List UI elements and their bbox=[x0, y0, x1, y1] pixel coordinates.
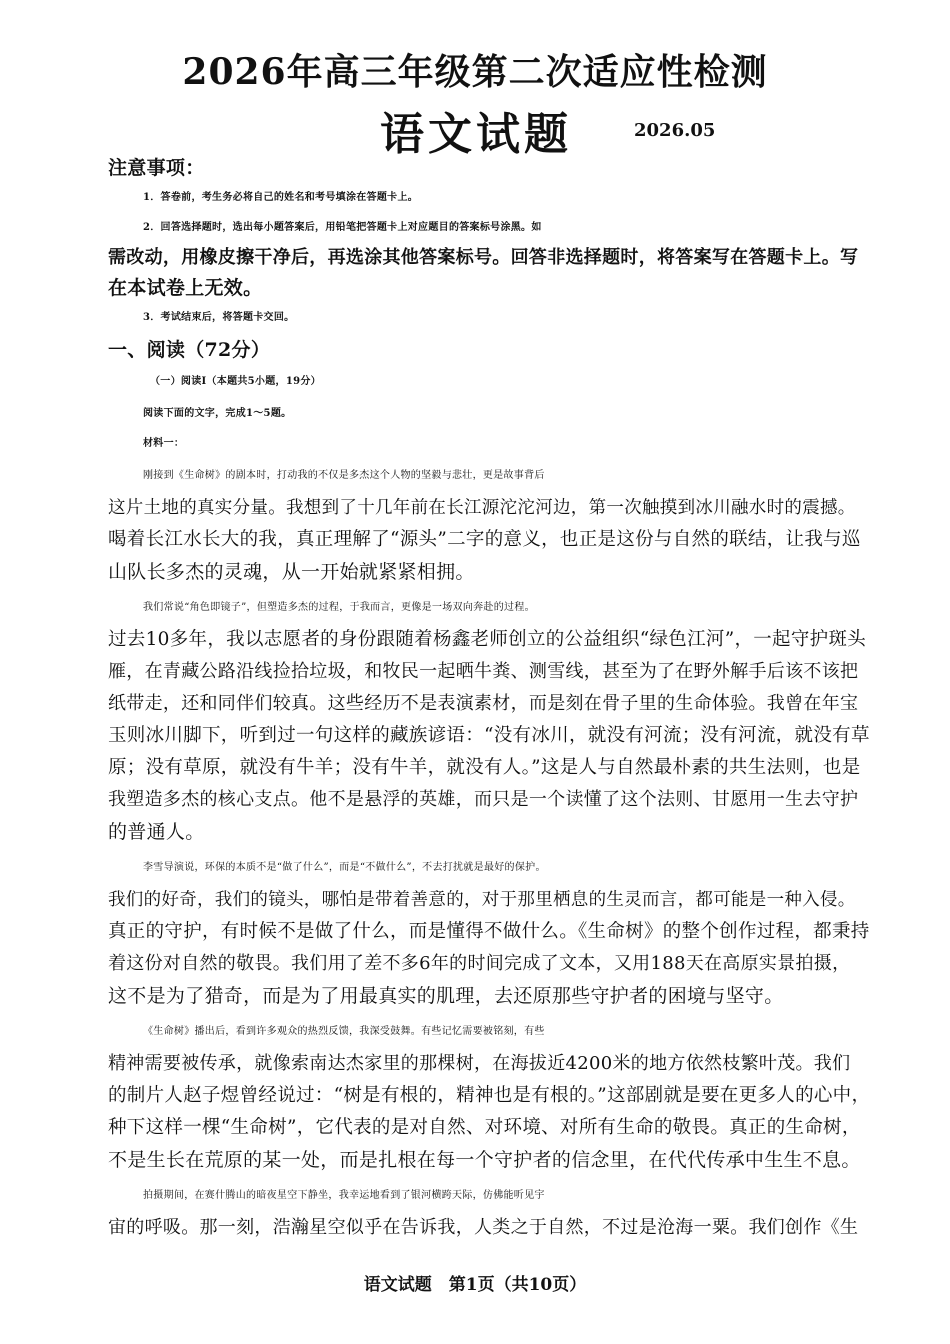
material-label: 材料一： bbox=[143, 438, 185, 449]
body-line: 宙的呼吸。那一刻，浩瀚星空似乎在告诉我，人类之于自然，不过是沧海一粟。我们创作《生 bbox=[108, 1217, 859, 1238]
exam-date: 2026.05 bbox=[634, 120, 716, 141]
body-line: 拍摄期间，在赛什腾山的暗夜星空下静坐，我幸运地看到了银河横跨天际，仿佛能听见宇 bbox=[143, 1190, 545, 1201]
body-line: 雁，在青藏公路沿线捡拾垃圾，和牧民一起晒牛粪、测雪线，甚至为了在野外解手后该不该把 bbox=[108, 661, 859, 682]
body-line: 刚接到《生命树》的剧本时，打动我的不仅是多杰这个人物的坚毅与悲壮，更是故事背后 bbox=[143, 470, 545, 481]
part-heading: （一）阅读I（本题共5小题，19分） bbox=[150, 376, 321, 387]
exam-title: 2026年高三年级第二次适应性检测 bbox=[182, 51, 768, 93]
notice-heading: 注意事项： bbox=[108, 157, 205, 179]
notice-item: 3．考试结束后，将答题卡交回。 bbox=[143, 312, 295, 323]
notice-item: 1．答卷前，考生务必将自己的姓名和考号填涂在答题卡上。 bbox=[143, 192, 419, 203]
body-line: 着这份对自然的敬畏。我们用了差不多6年的时间完成了文本，又用188天在高原实景拍摄， bbox=[108, 953, 851, 974]
section-heading: 一、阅读（72分） bbox=[108, 339, 271, 361]
notice-item: 在本试卷上无效。 bbox=[108, 277, 263, 299]
instruction: 阅读下面的文字，完成1～5题。 bbox=[143, 408, 292, 419]
body-line: 真正的守护，有时候不是做了什么，而是懂得不做什么。《生命树》的整个创作过程，都秉持 bbox=[108, 921, 870, 942]
body-line: 种下这样一棵“生命树”，它代表的是对自然、对环境、对所有生命的敬畏。真正的生命树， bbox=[108, 1117, 861, 1138]
body-line: 原；没有草原，就没有牛羊；没有牛羊，就没有人。”这是人与自然最朴素的共生法则，也是 bbox=[108, 757, 861, 778]
body-line: 我塑造多杰的核心支点。他不是悬浮的英雄，而只是一个读懂了这个法则、甘愿用一生去守护 bbox=[108, 789, 859, 810]
body-line: 山队长多杰的灵魂，从一开始就紧紧相拥。 bbox=[108, 561, 475, 583]
body-line: 我们常说“角色即镜子”，但塑造多杰的过程，于我而言，更像是一场双向奔赴的过程。 bbox=[143, 602, 535, 613]
body-line: 玉则冰川脚下，听到过一句这样的藏族谚语：“没有冰川，就没有河流；没有河流，就没有草 bbox=[108, 725, 870, 746]
body-line: 喝着长江水长大的我，真正理解了“源头”二字的意义，也正是这份与自然的联结，让我与巡 bbox=[108, 529, 861, 550]
notice-item: 2．回答选择题时，选出每小题答案后，用铅笔把答题卡上对应题目的答案标号涂黑。如 bbox=[143, 222, 542, 233]
body-line: 的普通人。 bbox=[108, 821, 205, 843]
body-line: 《生命树》播出后，看到许多观众的热烈反馈，我深受鼓舞。有些记忆需要被铭刻，有些 bbox=[143, 1026, 545, 1037]
notice-item: 需改动，用橡皮擦干净后，再选涂其他答案标号。回答非选择题时，将答案写在答题卡上。写 bbox=[108, 247, 859, 268]
body-line: 纸带走，还和同伴们较真。这些经历不是表演素材，而是刻在骨子里的生命体验。我曾在年宝 bbox=[108, 693, 859, 714]
body-line: 过去10多年，我以志愿者的身份跟随着杨鑫老师创立的公益组织“绿色江河”，一起守护斑头 bbox=[108, 629, 867, 650]
body-line: 李雪导演说，环保的本质不是“做了什么”，而是“不做什么”，不去打扰就是最好的保护。 bbox=[143, 862, 546, 873]
body-line: 精神需要被传承，就像索南达杰家里的那棵树，在海拔近4200米的地方依然枝繁叶茂。我们 bbox=[108, 1053, 851, 1074]
page-footer: 语文试题 第1页（共10页） bbox=[363, 1275, 587, 1295]
body-line: 的制片人赵子煜曾经说过：“树是有根的，精神也是有根的。”这部剧就是要在更多人的心中， bbox=[108, 1085, 871, 1106]
body-line: 不是生长在荒原的某一处，而是扎根在每一个守护者的信念里，在代代传承中生生不息。 bbox=[108, 1149, 861, 1171]
body-line: 这不是为了猎奇，而是为了用最真实的肌理，去还原那些守护者的困境与坚守。 bbox=[108, 985, 784, 1007]
subject-title: 语文试题 bbox=[380, 109, 572, 160]
body-line: 这片土地的真实分量。我想到了十几年前在长江源沱沱河边，第一次触摸到冰川融水时的震撼。 bbox=[108, 498, 856, 518]
body-line: 我们的好奇，我们的镜头，哪怕是带着善意的，对于那里栖息的生灵而言，都可能是一种入侵。 bbox=[108, 890, 856, 910]
